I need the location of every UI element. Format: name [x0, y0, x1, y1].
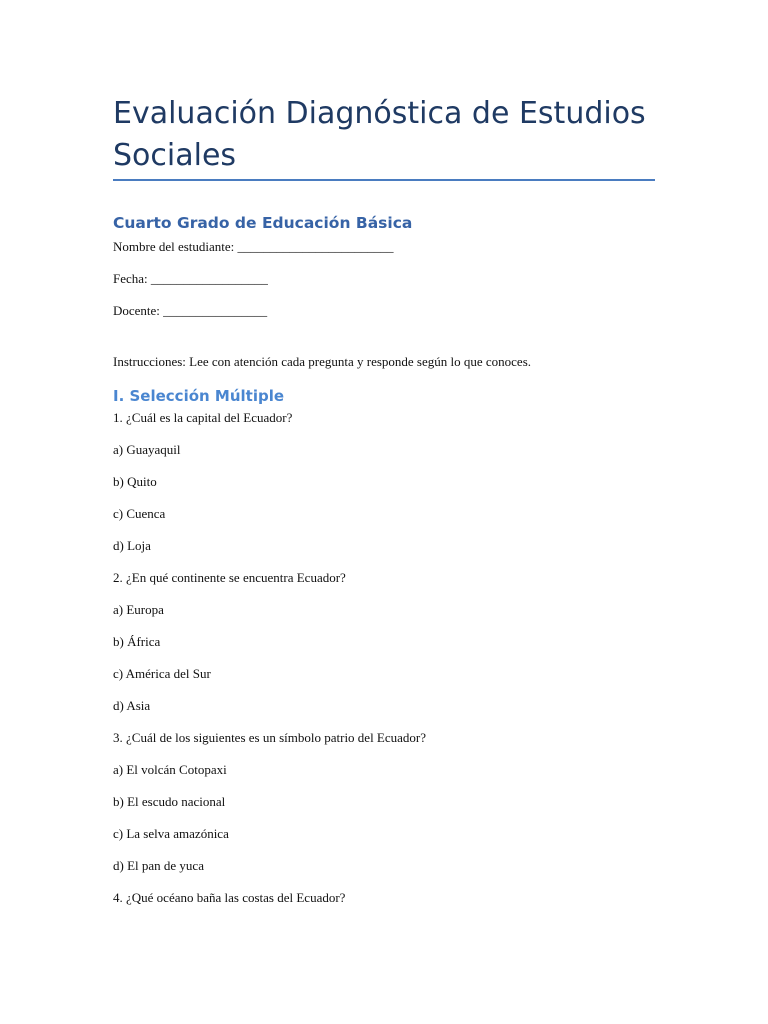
teacher-field: Docente: ________________ — [113, 303, 268, 318]
question-3-option-b: b) El escudo nacional — [113, 794, 226, 809]
section-heading-multiple-choice: I. Selección Múltiple — [113, 387, 285, 405]
instructions-text: Instrucciones: Lee con atención cada pregunta y responde según lo que conoces. — [113, 354, 532, 369]
question-2-option-b: b) África — [113, 634, 161, 649]
question-2-option-a: a) Europa — [113, 602, 164, 617]
question-3-option-a: a) El volcán Cotopaxi — [113, 762, 227, 777]
question-2-option-d: d) Asia — [113, 698, 151, 713]
question-3-option-c: c) La selva amazónica — [113, 826, 229, 841]
question-1-option-b: b) Quito — [113, 474, 157, 489]
question-1: 1. ¿Cuál es la capital del Ecuador? — [113, 410, 293, 425]
document-subtitle: Cuarto Grado de Educación Básica — [113, 214, 413, 232]
question-2-option-c: c) América del Sur — [113, 666, 211, 681]
question-3: 3. ¿Cuál de los siguientes es un símbolo patrio del Ecuador? — [113, 730, 427, 745]
question-4: 4. ¿Qué océano baña las costas del Ecuador? — [113, 890, 346, 905]
date-field: Fecha: __________________ — [113, 271, 268, 286]
question-2: 2. ¿En qué continente se encuentra Ecuador? — [113, 570, 346, 585]
question-3-option-d: d) El pan de yuca — [113, 858, 204, 873]
question-1-option-a: a) Guayaquil — [113, 442, 181, 457]
question-1-option-c: c) Cuenca — [113, 506, 166, 521]
document-title: Evaluación Diagnóstica de Estudios Sociales — [113, 96, 646, 173]
student-name-field: Nombre del estudiante: ________________________ — [113, 239, 394, 254]
title-underline-rule — [113, 179, 655, 181]
question-1-option-d: d) Loja — [113, 538, 151, 553]
